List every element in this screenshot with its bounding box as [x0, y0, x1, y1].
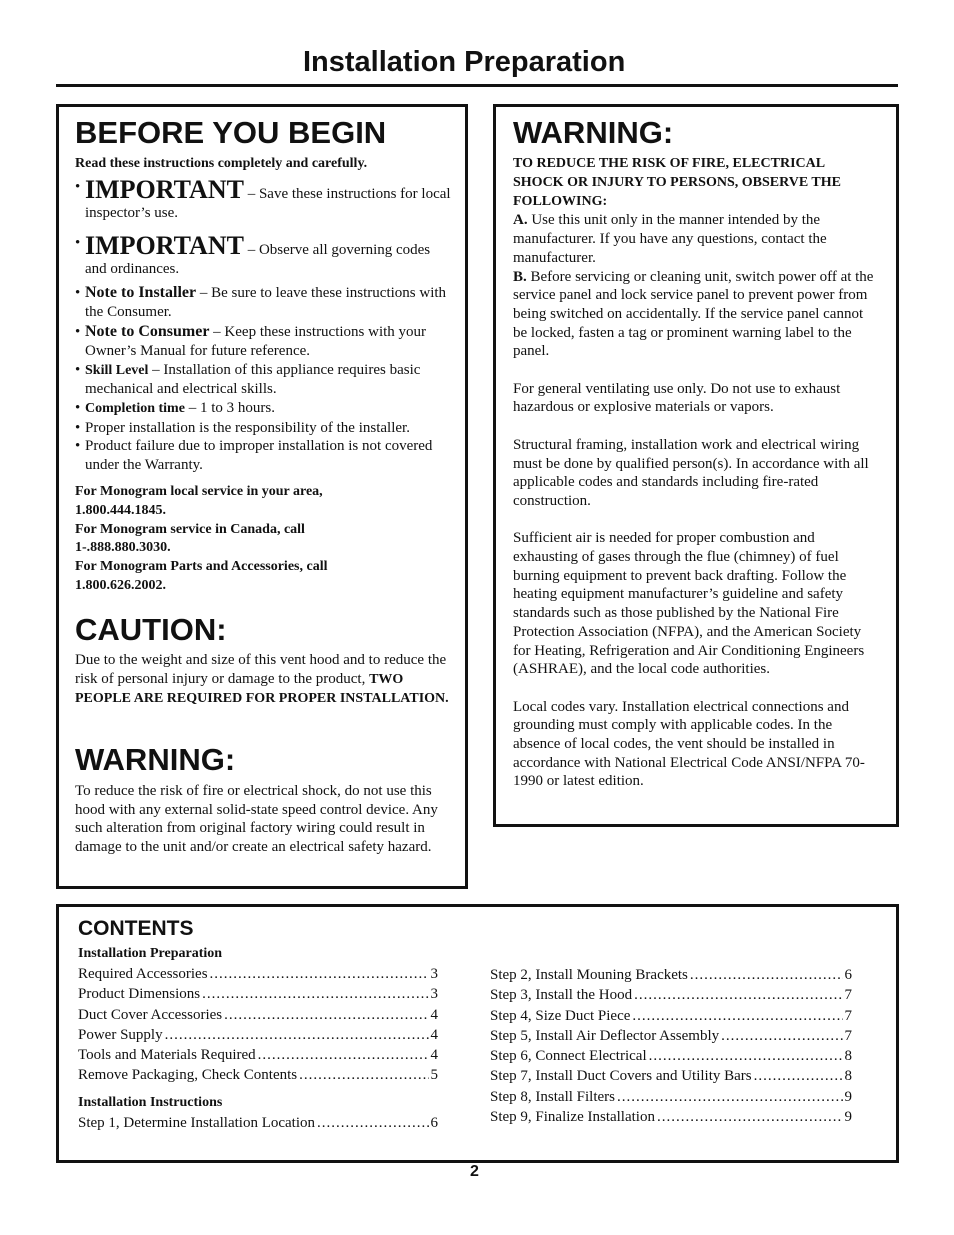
toc-entry-page: 7: [844, 1007, 852, 1024]
note-consumer-label: Note to Consumer: [85, 323, 210, 341]
toc-entry-page: 3: [430, 966, 438, 982]
toc-leader-dots: [299, 1065, 428, 1085]
list-item-completion-time: [75, 399, 455, 419]
toc-entry-page: 9: [844, 1088, 852, 1105]
service-info: [75, 483, 365, 596]
toc-entry-page: 7: [844, 987, 852, 1004]
toc-entry-page: 3: [430, 986, 438, 1003]
toc-entry-page: 5: [430, 1067, 438, 1084]
toc-entry-page: 6: [844, 967, 852, 983]
toc-entry-label: Remove Packaging, Check Contents: [78, 1067, 298, 1084]
toc-entry-label: Step 6, Connect Electrical: [490, 1048, 647, 1065]
toc-leader-dots: [634, 985, 842, 1005]
toc-entry: [490, 1066, 852, 1086]
toc-entry: [490, 1107, 852, 1127]
warning-left-text: To reduce the risk of fire or electrical shock, do not use this hood with any external solid-state speed control device. Any such alteration from original factory wiring could result in damage to the unit and/or create an electrical safety hazard.: [75, 783, 438, 856]
toc-entry-page: 4: [430, 1026, 438, 1043]
toc-leader-dots: [210, 964, 429, 984]
toc-leader-dots: [649, 1046, 843, 1066]
toc-entry: [78, 1045, 438, 1065]
toc-leader-dots: [754, 1066, 843, 1086]
checklist: [75, 175, 455, 475]
skill-level-label: Skill Level: [85, 362, 149, 378]
warning-item-a-text: Use this unit only in the manner intended by the manufacturer. If you have any questions, contact the manufacturer.: [513, 212, 827, 266]
toc-entry-label: Product Dimensions: [78, 986, 201, 1003]
list-item-note-installer: [75, 284, 455, 321]
toc-entry-page: 8: [844, 1068, 852, 1085]
list-item-text: – Observe all governing codes and ordinances.: [85, 242, 431, 278]
list-item-important-1: [75, 175, 455, 222]
warning-paragraph-1: For general ventilating use only. Do not use to exhaust hazardous or explosive materials or vapors.: [513, 380, 841, 416]
section-heading: Installation Instructions: [78, 1094, 223, 1110]
toc-leader-dots: [721, 1026, 842, 1046]
toc-entry-label: Step 2, Install Mouning Brackets: [490, 967, 688, 983]
toc-leader-dots: [617, 1087, 843, 1107]
toc-entry-label: Step 7, Install Duct Covers and Utility Bars: [490, 1068, 752, 1085]
toc-entry-label: Power Supply: [78, 1026, 163, 1043]
service-line-canada: For Monogram service in Canada, call 1-.888.880.3030.: [75, 521, 305, 556]
warning-intro: TO REDUCE THE RISK OF FIRE, ELECTRICAL SHOCK OR INJURY TO PERSONS, OBSERVE THE FOLLOWING:: [513, 156, 841, 209]
service-line-local: For Monogram local service in your area, 1.800.444.1845.: [75, 484, 323, 518]
intro-text: Read these instructions completely and carefully.: [75, 156, 368, 171]
service-line-parts: For Monogram Parts and Accessories, call 1.800.626.2002.: [75, 559, 328, 593]
toc-entry-label: Step 3, Install the Hood: [490, 987, 633, 1004]
toc-entry-label: Step 8, Install Filters: [490, 1088, 615, 1105]
toc-entry-page: 4: [430, 1047, 438, 1064]
toc-entry: [490, 985, 852, 1005]
toc-entry-page: 4: [430, 1006, 438, 1023]
toc-entry: [78, 964, 438, 984]
warning-item-b-label: B.: [513, 268, 527, 285]
warning-item-b-text: Before servicing or cleaning unit, switch power off at the service panel and lock service panel to prevent power from being switched on accidentally. If the service panel cannot be locked, fasten a tag or prominent warning label to the panel.: [513, 268, 874, 360]
toc-leader-dots: [317, 1113, 428, 1133]
toc-entry-label: Tools and Materials Required: [78, 1047, 256, 1064]
toc-list: [490, 965, 852, 1127]
important-label: IMPORTANT: [85, 175, 244, 204]
warning-paragraph-4: Local codes vary. Installation electrical connections and grounding must comply with applicable codes. In the absence of local codes, the vent should be installed in accordance with National Electrical Code ANSI/NFPA 70-1990 or latest edition.: [513, 698, 865, 790]
toc-entry: [490, 1006, 852, 1026]
toc-entry-page: 9: [844, 1109, 852, 1126]
contents-right-column: [490, 965, 852, 1127]
contents-left-column: [78, 944, 438, 1133]
warning-right-heading: WARNING:: [513, 115, 674, 150]
contents-title: CONTENTS: [78, 917, 194, 940]
toc-entry: [78, 1025, 438, 1045]
before-you-begin-heading: BEFORE YOU BEGIN: [75, 115, 387, 150]
warning-item-b: [513, 268, 881, 362]
warning-right-body: [513, 155, 881, 791]
list-item-text: – Be sure to leave these instructions with the Consumer.: [85, 284, 447, 320]
list-item-failure: • Product failure due to improper installation is not covered under the Warranty.: [75, 437, 455, 474]
list-item-text: – 1 to 3 hours.: [184, 400, 275, 417]
title-rule: [56, 84, 898, 87]
list-item-note-consumer: [75, 323, 455, 360]
warning-paragraph-2: Structural framing, installation work and electrical wiring must be done by qualified person(s). In accordance with all applicable codes and standards including fire-rated construction.: [513, 436, 869, 509]
toc-entry: [490, 1046, 852, 1066]
caution-emphasis: TWO PEOPLE ARE REQUIRED FOR PROPER INSTALLATION.: [75, 671, 449, 707]
toc-entry: [78, 1113, 438, 1133]
toc-entry-label: Step 5, Install Air Deflector Assembly: [490, 1027, 720, 1044]
toc-leader-dots: [165, 1025, 429, 1045]
list-item-responsibility: • Proper installation is the responsibility of the installer.: [75, 419, 455, 438]
toc-entry-label: Required Accessories: [78, 966, 208, 982]
note-installer-label: Note to Installer: [85, 283, 197, 301]
caution-body: Due to the weight and size of this vent hood and to reduce the risk of personal injury or damage to the product,: [75, 652, 447, 687]
toc-entry: [490, 965, 852, 985]
toc-entry-page: 7: [844, 1027, 852, 1044]
page-number: 2: [470, 1163, 479, 1180]
toc-leader-dots: [632, 1006, 842, 1026]
warning-left-heading: WARNING:: [75, 742, 236, 777]
section-heading: Installation Preparation: [78, 946, 223, 961]
completion-time-label: Completion time: [85, 401, 185, 417]
toc-entry: [78, 984, 438, 1004]
warning-paragraph-3: Sufficient air is needed for proper combustion and exhausting of gases through the flue (chimney) of fuel burning equipment to prevent back drafting. Follow the heating equipment manufacturer’s guideline and safety standards such as those published by the National Fire Protection Association (NFPA), and the American Society for Heating, Refrigeration and Air Conditioning Engineers (ASHRAE), and the local code authorities.: [513, 530, 865, 678]
list-item-text: – Installation of this appliance requires basic mechanical and electrical skills.: [85, 361, 421, 398]
toc-leader-dots: [690, 965, 843, 985]
page-title: Installation Preparation: [303, 46, 626, 78]
toc-entry: [78, 1065, 438, 1085]
toc-entry: [78, 1005, 438, 1025]
toc-entry: [490, 1087, 852, 1107]
toc-leader-dots: [224, 1005, 428, 1025]
list-item-text: – Keep these instructions with your Owner’s Manual for future reference.: [85, 324, 427, 359]
toc-list: [78, 964, 438, 1086]
toc-entry-label: Duct Cover Accessories: [78, 1006, 223, 1023]
toc-leader-dots: [202, 984, 428, 1004]
toc-leader-dots: [258, 1045, 429, 1065]
warning-item-a: [513, 211, 881, 267]
important-label: IMPORTANT: [85, 231, 244, 261]
list-item-skill-level: [75, 361, 455, 399]
toc-entry-label: Step 4, Size Duct Piece: [490, 1007, 631, 1024]
list-item-important-2: [75, 231, 455, 278]
toc-entry-label: Step 9, Finalize Installation: [490, 1109, 655, 1126]
toc-entry: [490, 1026, 852, 1046]
toc-entry-label: Step 1, Determine Installation Location: [78, 1114, 316, 1131]
caution-text: [75, 651, 455, 709]
toc-entry-page: 6: [430, 1114, 438, 1131]
toc-leader-dots: [657, 1107, 843, 1127]
list-item-text: – Save these instructions for local inspector’s use.: [85, 186, 451, 221]
warning-item-a-label: A.: [513, 212, 528, 229]
toc-list: [78, 1113, 438, 1133]
toc-entry-page: 8: [844, 1048, 852, 1065]
caution-heading: CAUTION:: [75, 612, 227, 647]
